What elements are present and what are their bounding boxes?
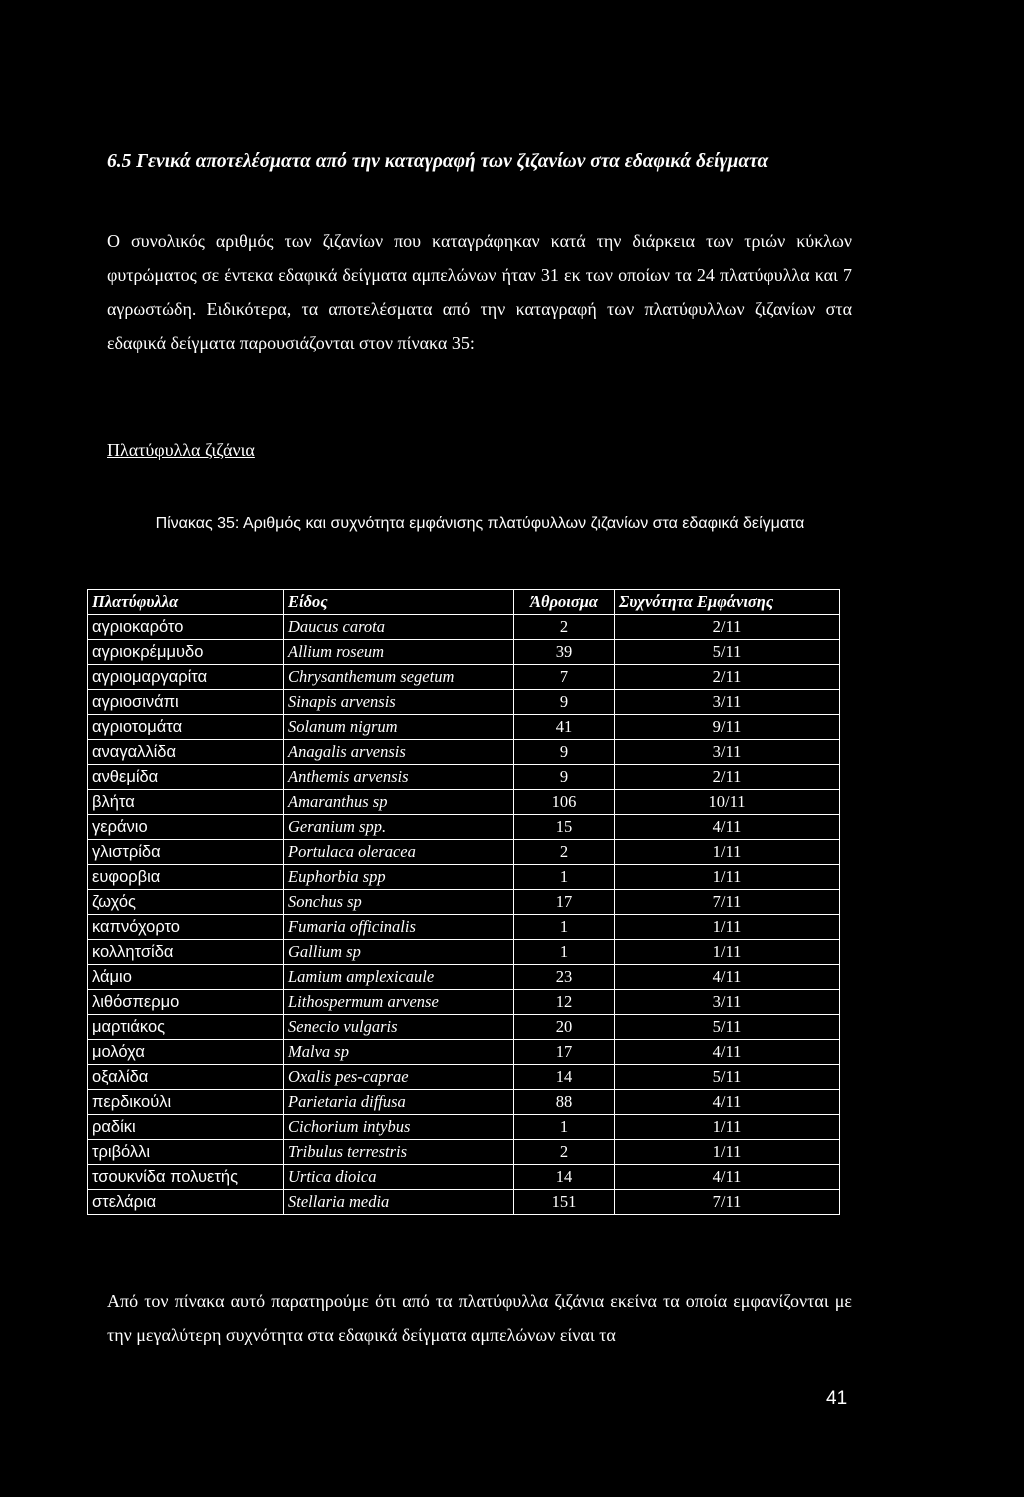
- cell-total: 41: [514, 715, 615, 740]
- cell-frequency: 4/11: [615, 965, 840, 990]
- cell-common-name: γεράνιο: [88, 815, 284, 840]
- cell-common-name: αγριοκρέμμυδο: [88, 640, 284, 665]
- cell-total: 39: [514, 640, 615, 665]
- header-frequency: Συχνότητα Εμφάνισης: [615, 590, 840, 615]
- cell-species: Portulaca oleracea: [284, 840, 514, 865]
- cell-species: Amaranthus sp: [284, 790, 514, 815]
- cell-total: 88: [514, 1090, 615, 1115]
- table-row: [88, 865, 840, 890]
- cell-total: 2: [514, 1140, 615, 1165]
- cell-frequency: 4/11: [615, 815, 840, 840]
- table-row: [88, 765, 840, 790]
- cell-total: 1: [514, 865, 615, 890]
- header-total: Άθροισμα: [514, 590, 615, 615]
- cell-frequency: 5/11: [615, 1065, 840, 1090]
- cell-species: Daucus carota: [284, 615, 514, 640]
- cell-frequency: 9/11: [615, 715, 840, 740]
- cell-species: Fumaria officinalis: [284, 915, 514, 940]
- cell-frequency: 2/11: [615, 665, 840, 690]
- table-row: [88, 690, 840, 715]
- table-row: [88, 640, 840, 665]
- table-row: [88, 840, 840, 865]
- cell-frequency: 1/11: [615, 940, 840, 965]
- cell-total: 17: [514, 890, 615, 915]
- cell-species: Lamium amplexicaule: [284, 965, 514, 990]
- cell-common-name: τσουκνίδα πολυετής: [88, 1165, 284, 1190]
- cell-frequency: 4/11: [615, 1165, 840, 1190]
- cell-species: Oxalis pes-caprae: [284, 1065, 514, 1090]
- cell-frequency: 5/11: [615, 1015, 840, 1040]
- cell-species: Senecio vulgaris: [284, 1015, 514, 1040]
- cell-frequency: 1/11: [615, 1140, 840, 1165]
- table-caption: Πίνακας 35: Αριθμός και συχνότητα εμφάνισης πλατύφυλλων ζιζανίων στα εδαφικά δείγματα: [155, 515, 805, 532]
- table-row: [88, 1040, 840, 1065]
- cell-common-name: βλήτα: [88, 790, 284, 815]
- cell-frequency: 3/11: [615, 740, 840, 765]
- cell-common-name: αγριοσινάπι: [88, 690, 284, 715]
- cell-common-name: μαρτιάκος: [88, 1015, 284, 1040]
- cell-total: 20: [514, 1015, 615, 1040]
- cell-frequency: 4/11: [615, 1090, 840, 1115]
- table-header-row: [88, 590, 840, 615]
- table-row: [88, 815, 840, 840]
- cell-species: Chrysanthemum segetum: [284, 665, 514, 690]
- cell-species: Urtica dioica: [284, 1165, 514, 1190]
- cell-total: 1: [514, 1115, 615, 1140]
- cell-frequency: 2/11: [615, 615, 840, 640]
- cell-frequency: 1/11: [615, 915, 840, 940]
- table-row: [88, 965, 840, 990]
- subheading: Πλατύφυλλα ζιζάνια: [107, 440, 255, 460]
- page-number: 41: [826, 1388, 848, 1409]
- cell-frequency: 3/11: [615, 690, 840, 715]
- cell-species: Geranium spp.: [284, 815, 514, 840]
- cell-species: Stellaria media: [284, 1190, 514, 1215]
- table-row: [88, 915, 840, 940]
- table-row: [88, 615, 840, 640]
- cell-common-name: γλιστρίδα: [88, 840, 284, 865]
- header-common-name: Πλατύφυλλα: [88, 590, 284, 615]
- table-row: [88, 1090, 840, 1115]
- cell-common-name: αγριοκαρότο: [88, 615, 284, 640]
- cell-common-name: λιθόσπερμο: [88, 990, 284, 1015]
- cell-common-name: τριβόλλι: [88, 1140, 284, 1165]
- cell-total: 9: [514, 765, 615, 790]
- table-row: [88, 1190, 840, 1215]
- cell-species: Anagalis arvensis: [284, 740, 514, 765]
- cell-total: 14: [514, 1165, 615, 1190]
- table-row: [88, 740, 840, 765]
- cell-frequency: 5/11: [615, 640, 840, 665]
- cell-species: Sinapis arvensis: [284, 690, 514, 715]
- cell-common-name: καπνόχορτο: [88, 915, 284, 940]
- cell-total: 106: [514, 790, 615, 815]
- cell-total: 9: [514, 740, 615, 765]
- cell-total: 23: [514, 965, 615, 990]
- table-row: [88, 990, 840, 1015]
- cell-species: Allium roseum: [284, 640, 514, 665]
- cell-common-name: μολόχα: [88, 1040, 284, 1065]
- cell-total: 14: [514, 1065, 615, 1090]
- cell-frequency: 1/11: [615, 1115, 840, 1140]
- cell-common-name: ανθεμίδα: [88, 765, 284, 790]
- cell-species: Malva sp: [284, 1040, 514, 1065]
- cell-common-name: ευφορβια: [88, 865, 284, 890]
- cell-species: Anthemis arvensis: [284, 765, 514, 790]
- cell-common-name: ραδίκι: [88, 1115, 284, 1140]
- cell-total: 1: [514, 940, 615, 965]
- cell-frequency: 4/11: [615, 1040, 840, 1065]
- cell-species: Cichorium intybus: [284, 1115, 514, 1140]
- table-row: [88, 1115, 840, 1140]
- cell-frequency: 3/11: [615, 990, 840, 1015]
- table-row: [88, 1165, 840, 1190]
- cell-species: Solanum nigrum: [284, 715, 514, 740]
- cell-common-name: ζωχός: [88, 890, 284, 915]
- table-row: [88, 715, 840, 740]
- cell-total: 2: [514, 615, 615, 640]
- cell-total: 12: [514, 990, 615, 1015]
- section-heading: 6.5 Γενικά αποτελέσματα από την καταγραφή των ζιζανίων στα εδαφικά δείγματα: [107, 151, 769, 172]
- cell-common-name: κολλητσίδα: [88, 940, 284, 965]
- header-species: Είδος: [284, 590, 514, 615]
- cell-total: 151: [514, 1190, 615, 1215]
- cell-common-name: περδικούλι: [88, 1090, 284, 1115]
- table-row: [88, 1065, 840, 1090]
- cell-species: Lithospermum arvense: [284, 990, 514, 1015]
- cell-frequency: 10/11: [615, 790, 840, 815]
- cell-species: Tribulus terrestris: [284, 1140, 514, 1165]
- table-row: [88, 790, 840, 815]
- cell-frequency: 1/11: [615, 865, 840, 890]
- weeds-table: [87, 589, 840, 1215]
- cell-total: 15: [514, 815, 615, 840]
- table-row: [88, 940, 840, 965]
- cell-species: Euphorbia spp: [284, 865, 514, 890]
- cell-common-name: οξαλίδα: [88, 1065, 284, 1090]
- cell-common-name: αγριομαργαρίτα: [88, 665, 284, 690]
- cell-total: 17: [514, 1040, 615, 1065]
- cell-frequency: 7/11: [615, 1190, 840, 1215]
- table-row: [88, 890, 840, 915]
- table-row: [88, 665, 840, 690]
- closing-paragraph: Από τον πίνακα αυτό παρατηρούμε ότι από τα πλατύφυλλα ζιζάνια εκείνα τα οποία εμφανίζονται με την μεγαλύτερη συχνότητα στα εδαφικά δείγματα αμπελώνων είναι τα: [107, 1291, 852, 1345]
- cell-total: 2: [514, 840, 615, 865]
- cell-total: 1: [514, 915, 615, 940]
- cell-frequency: 1/11: [615, 840, 840, 865]
- intro-paragraph: Ο συνολικός αριθμός των ζιζανίων που καταγράφηκαν κατά την διάρκεια των τριών κύκλων φυτρώματος σε έντεκα εδαφικά δείγματα αμπελώνων ήταν 31 εκ των οποίων τα 24 πλατύφυλλα και 7 αγρωστώδη. Ειδικότερα, τα αποτελέσματα από την καταγραφή των πλατύφυλλων ζιζανίων στα εδαφικά δείγματα παρουσιάζονται στον πίνακα 35:: [107, 231, 852, 353]
- cell-common-name: αγριοτομάτα: [88, 715, 284, 740]
- cell-common-name: λάμιο: [88, 965, 284, 990]
- cell-common-name: αναγαλλίδα: [88, 740, 284, 765]
- cell-species: Parietaria diffusa: [284, 1090, 514, 1115]
- cell-total: 9: [514, 690, 615, 715]
- table-row: [88, 1015, 840, 1040]
- cell-common-name: στελάρια: [88, 1190, 284, 1215]
- cell-species: Sonchus sp: [284, 890, 514, 915]
- cell-total: 7: [514, 665, 615, 690]
- cell-frequency: 2/11: [615, 765, 840, 790]
- cell-frequency: 7/11: [615, 890, 840, 915]
- cell-species: Gallium sp: [284, 940, 514, 965]
- table-row: [88, 1140, 840, 1165]
